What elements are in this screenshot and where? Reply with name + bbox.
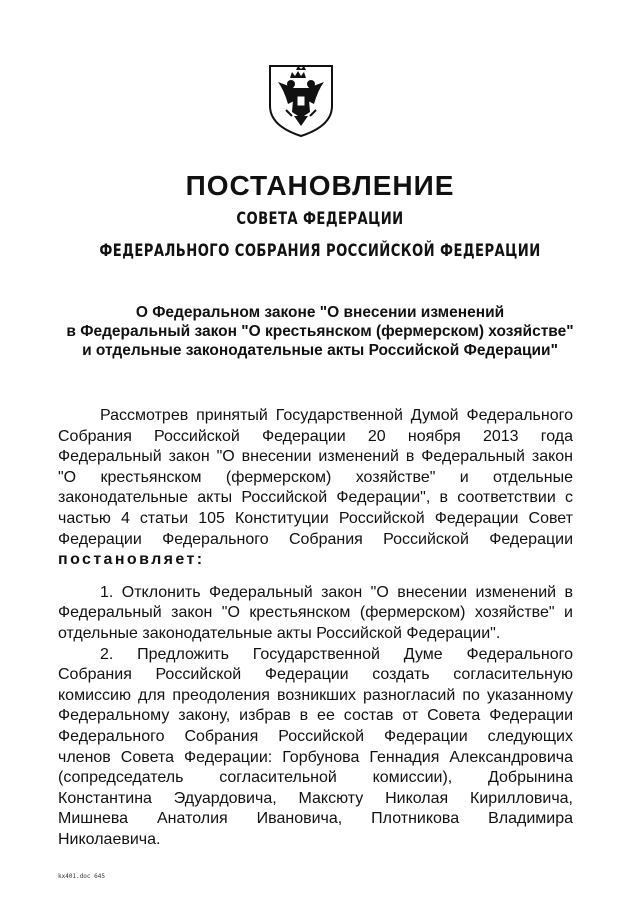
- body-line: Федерации Федерального Собрания Российской Федерации: [58, 530, 573, 548]
- preamble-paragraph: [58, 406, 573, 571]
- document-title: ПОСТАНОВЛЕНИЕ: [185, 170, 455, 201]
- body-line: Николаевича.: [58, 830, 161, 848]
- body-line: Рассмотрев принятый Государственной Думой Федерального: [100, 407, 573, 424]
- body-line: комиссию для преодоления возникших разногласий по указанному: [58, 686, 573, 704]
- body-line: Федеральный закон "О крестьянском (фермерском) хозяйстве" и: [58, 604, 573, 622]
- body-line: Собрания Российской Федерации 20 ноября 2013 года: [58, 427, 573, 445]
- body-line: частью 4 статьи 105 Конституции Российской Федерации Совет: [58, 509, 573, 527]
- heading-line: и отдельные законодательные акты Российской Федерации": [82, 342, 558, 359]
- body-line: Федерального Собрания Российской Федерации следующих: [58, 727, 573, 745]
- resolution-heading: [40, 303, 600, 360]
- footer-file-code: kx401.doc 645: [58, 873, 105, 880]
- russian-coat-of-arms-icon: [266, 60, 336, 138]
- body-line: Федеральный закон "О внесении изменений в Федеральный закон: [58, 448, 573, 466]
- body-line: "О крестьянском (фермерском) хозяйстве" и отдельные: [58, 468, 573, 486]
- issuer-line-1: СОВЕТА ФЕДЕРАЦИИ: [236, 209, 404, 229]
- body-line: Мишнева Анатолия Ивановича, Плотникова Владимира: [58, 810, 573, 828]
- body-line: Собрания Российской Федерации создать согласительную: [58, 666, 573, 684]
- resolves-word: постановляет:: [58, 551, 205, 569]
- body-line: законодательные акты Российской Федерации", в соответствии с: [58, 489, 573, 507]
- body-line: 2. Предложить Государственной Думе Федерального: [100, 645, 573, 663]
- body-line: Константина Эдуардовича, Максюту Николая Кирилловича,: [58, 789, 573, 807]
- body-line: отдельные законодательные акты Российской Федерации".: [58, 624, 501, 642]
- body-line: (сопредседатель согласительной комиссии), Добрынина: [58, 769, 573, 787]
- item-1-paragraph: [58, 583, 573, 645]
- heading-line: О Федеральном законе "О внесении изменений: [135, 304, 505, 321]
- item-2-paragraph: [58, 645, 573, 851]
- issuer-line-2: ФЕДЕРАЛЬНОГО СОБРАНИЯ РОССИЙСКОЙ ФЕДЕРАЦИИ: [99, 241, 541, 261]
- resolution-body: [58, 406, 573, 850]
- heading-line: в Федеральный закон "О крестьянском (фермерском) хозяйстве": [66, 323, 574, 340]
- body-line: Федеральному закону, избрав в ее состав от Совета Федерации: [58, 707, 573, 725]
- body-line: членов Совета Федерации: Горбунова Геннадия Александровича: [58, 748, 573, 766]
- body-line: 1. Отклонить Федеральный закон "О внесении изменений в: [100, 583, 573, 601]
